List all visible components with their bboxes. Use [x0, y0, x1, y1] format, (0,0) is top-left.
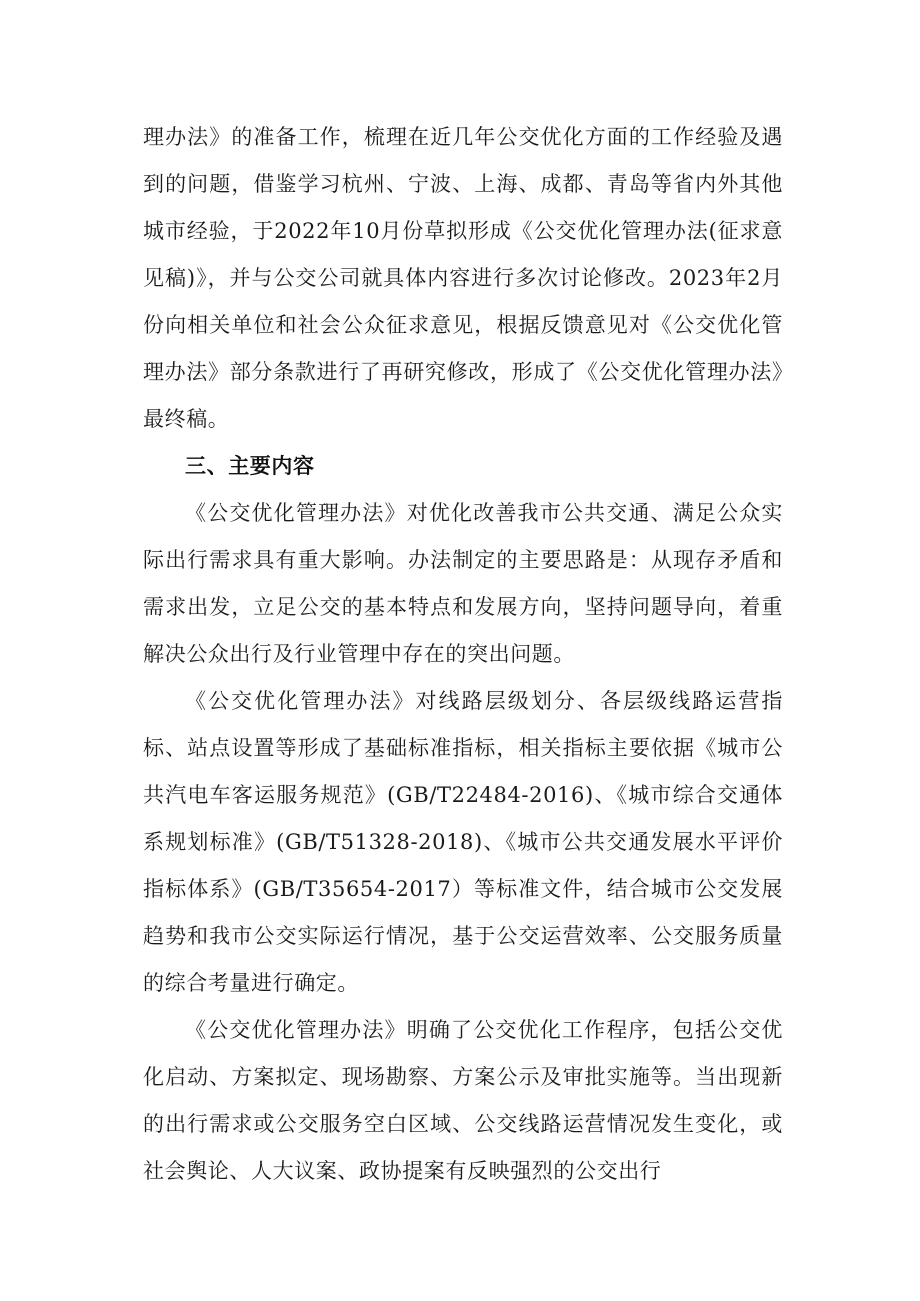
content-paragraph: 《公交优化管理办法》对优化改善我市公共交通、满足公众实际出行需求具有重大影响。办法制定的主要思路是：从现存矛盾和需求出发，立足公交的基本特点和发展方向，坚持问题导向，着重解决公众出行及行业管理中存在的突出问题。 — [143, 501, 783, 666]
document-body — [143, 114, 783, 1195]
continued-paragraph: 理办法》的准备工作，梳理在近几年公交优化方面的工作经验及遇到的问题，借鉴学习杭州、宁波、上海、成都、青岛等省内外其他城市经验，于2022年10月份草拟形成《公交优化管理办法(征求意见稿)》，并与公交公司就具体内容进行多次讨论修改。2023年2月份向相关单位和社会公众征求意见，根据反馈意见对《公交优化管理办法》部分条款进行了再研究修改，形成了《公交优化管理办法》最终稿。 — [143, 125, 783, 431]
content-paragraph: 《公交优化管理办法》明确了公交优化工作程序，包括公交优化启动、方案拟定、现场勘察、方案公示及审批实施等。当出现新的出行需求或公交服务空白区域、公交线路运营情况发生变化，或社会舆论、人大议案、政协提案有反映强烈的公交出行 — [143, 1018, 783, 1183]
content-paragraph: 《公交优化管理办法》对线路层级划分、各层级线路运营指标、站点设置等形成了基础标准指标，相关指标主要依据《城市公共汽电车客运服务规范》(GB/T22484-2016)、《城市综合交通体系规划标准》(GB/T51328-2018)、《城市公共交通发展水平评价指标体系》(GB/T35654-2017）等标准文件，结合城市公交发展趋势和我市公交实际运行情况，基于公交运营效率、公交服务质量的综合考量进行确定。 — [143, 689, 783, 995]
section-heading: 三、主要内容 — [185, 454, 315, 478]
